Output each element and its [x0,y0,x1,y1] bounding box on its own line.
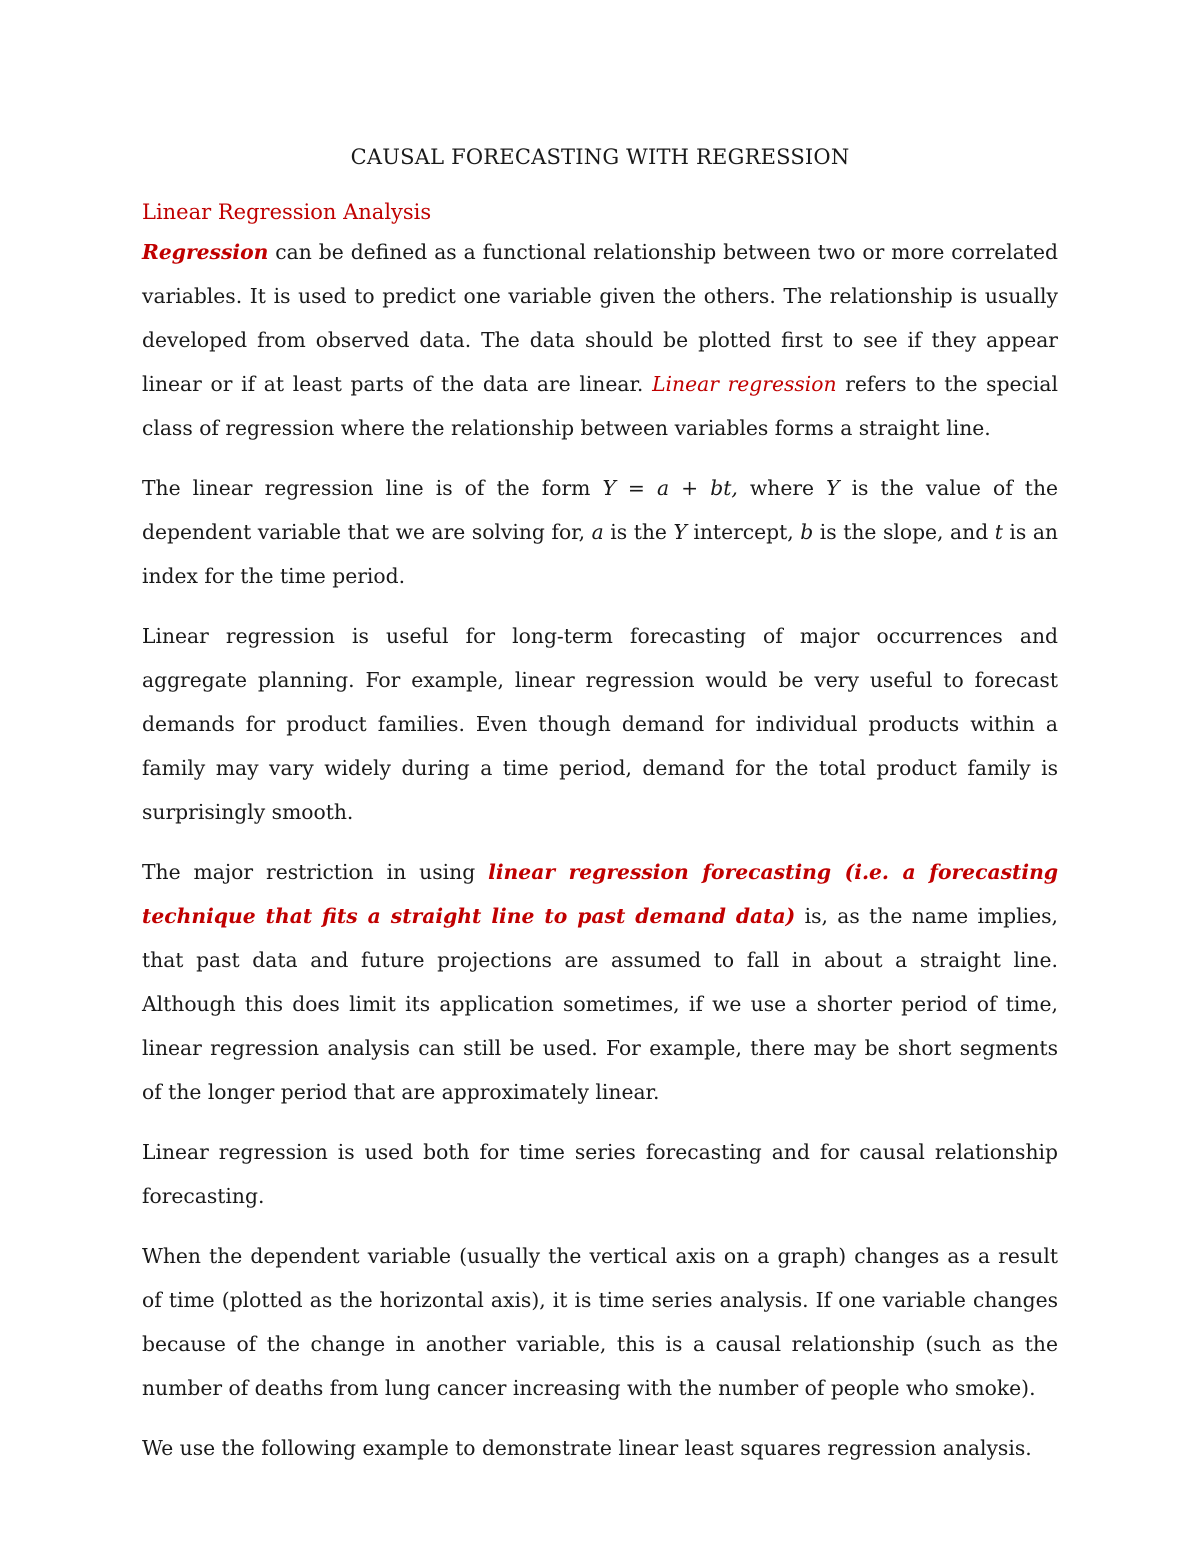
paragraph-text: is the [603,520,674,544]
paragraph-text: The major restriction in using [142,860,489,884]
paragraph-text: intercept, [686,520,801,544]
term-regression: Regression [142,240,269,264]
paragraph-text: is the slope, and [813,520,995,544]
paragraph-usefulness: Linear regression is useful for long-term forecasting of major occurrences and aggregate planning. For example, linear regression would be very useful to forecast demands for product families. Even though demand for individual products within a family may vary widely during a time period, demand for the total product family is surprisingly smooth. [142,624,1058,824]
paragraph-regression-definition [142,230,1058,450]
formula: Y = a + bt, [602,476,738,500]
variable-b: b [800,520,814,544]
variable-y: Y [826,476,840,500]
emphasized-definition: linear regression forecasting (i.e. a forecasting technique that fits a straight line to past demand data) [142,860,1058,928]
paragraph-text: can be defined as a functional relationship between two or more correlated variables. It is used to predict one variable given the others. The relationship is usually developed from observed data. The data should be plotted first to see if they appear linear or if at least parts of the data are linear. [142,240,1058,396]
variable-t: t [994,520,1003,544]
paragraph-text: where [737,476,827,500]
paragraph-text: is an index for the time period. [142,520,1058,588]
section-heading: Linear Regression Analysis [142,200,432,224]
paragraph-text: is the value of the dependent variable that we are solving for, [142,476,1059,544]
paragraph-example-intro: We use the following example to demonstrate linear least squares regression analysis. [142,1436,1032,1460]
paragraph-uses: Linear regression is used both for time series forecasting and for causal relationship forecasting. [142,1140,1058,1208]
document-page [142,140,1058,1486]
term-linear-regression: Linear regression [652,372,837,396]
document-title: CAUSAL FORECASTING WITH REGRESSION [350,145,850,169]
paragraph-text: is, as the name implies, that past data and future projections are assumed to fall in about a straight line. Although this does limit its application sometimes, if we use a shorter period of time, linear regression analysis can still be used. For example, there may be short segments of the longer period that are approximately linear. [142,904,1058,1104]
paragraph-text: refers to the special class of regression where the relationship between variables forms a straight line. [142,372,1058,440]
variable-a: a [591,520,604,544]
paragraph-text: The linear regression line is of the form [142,476,603,500]
paragraph-regression-form [142,466,1058,598]
variable-y: Y [673,520,687,544]
paragraph-restriction [142,850,1058,1114]
paragraph-time-series-vs-causal: When the dependent variable (usually the vertical axis on a graph) changes as a result of time (plotted as the horizontal axis), it is time series analysis. If one variable changes because of the change in another variable, this is a causal relationship (such as the number of deaths from lung cancer increasing with the number of people who smoke). [142,1244,1058,1400]
